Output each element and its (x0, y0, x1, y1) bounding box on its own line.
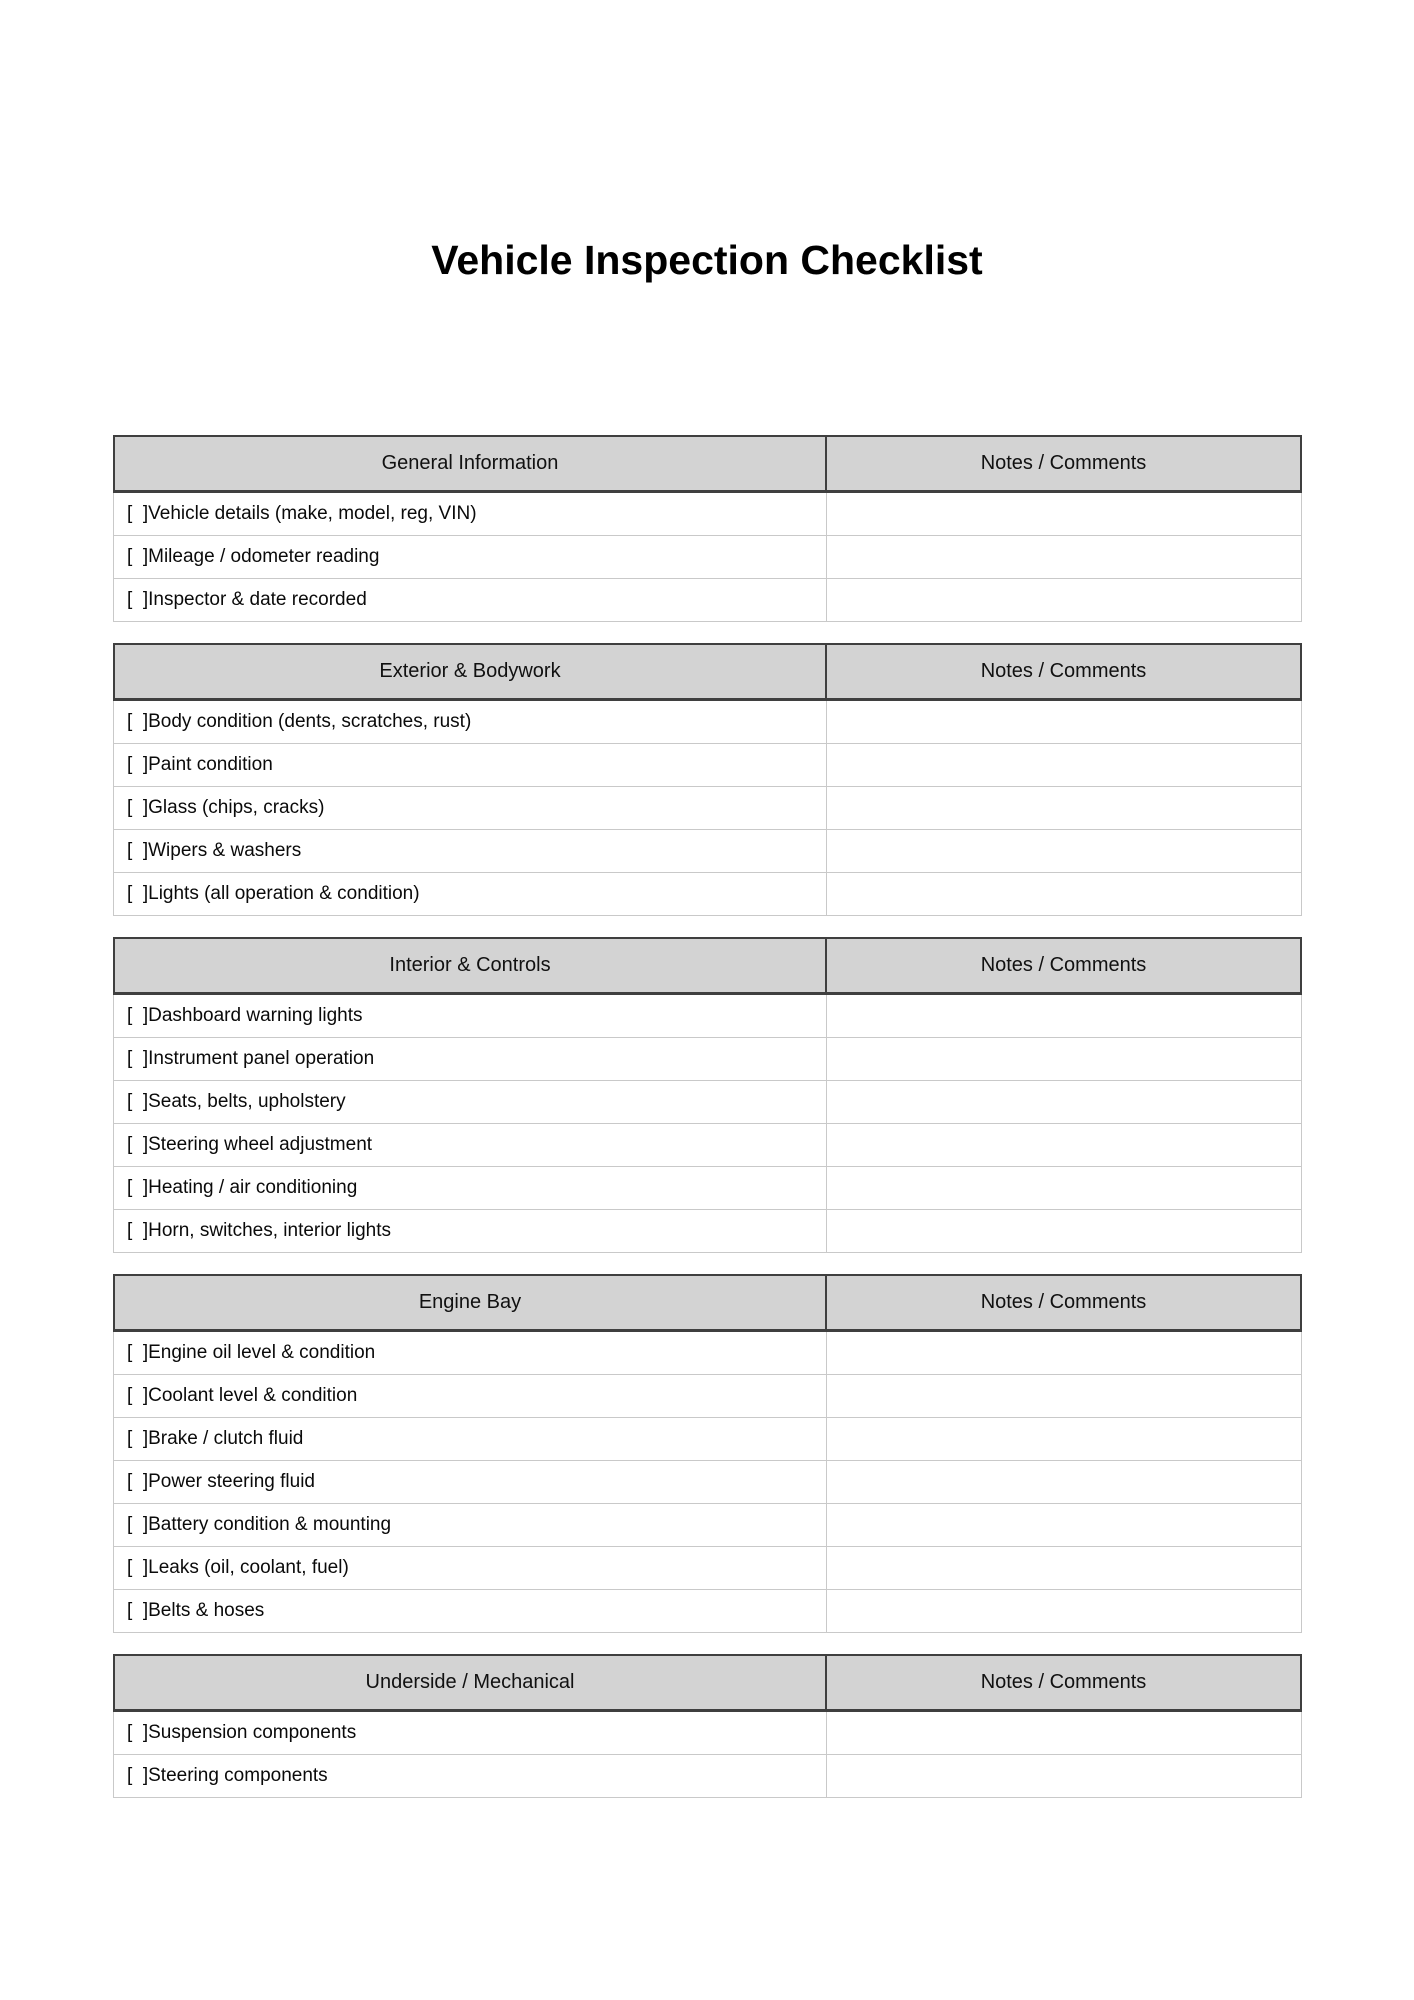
checkbox-brackets: [ ] (127, 754, 149, 775)
notes-cell (827, 830, 1301, 872)
checklist-row (114, 1038, 1301, 1081)
notes-cell (827, 873, 1301, 915)
notes-cell (827, 1167, 1301, 1209)
checklist-row (114, 744, 1301, 787)
section-general-information (113, 435, 1302, 622)
checkbox-brackets: [ ] (127, 1765, 149, 1786)
section-title: Engine Bay (115, 1276, 827, 1329)
checklist-row (114, 493, 1301, 536)
notes-cell (827, 493, 1301, 535)
section-header (113, 643, 1302, 701)
checkbox-brackets: [ ] (127, 797, 149, 818)
section-body (113, 701, 1302, 916)
checklist-row (114, 1504, 1301, 1547)
checkbox-brackets: [ ] (127, 1091, 149, 1112)
notes-cell (827, 1210, 1301, 1252)
section-engine-bay (113, 1274, 1302, 1633)
section-title: Interior & Controls (115, 939, 827, 992)
checklist-item-cell (114, 995, 827, 1037)
checklist-row (114, 1590, 1301, 1633)
checklist-item-label: Suspension components (148, 1722, 357, 1743)
section-underside-mechanical (113, 1654, 1302, 1798)
notes-cell (827, 701, 1301, 743)
checklist-item-cell (114, 787, 827, 829)
checklist-row (114, 830, 1301, 873)
section-body (113, 1332, 1302, 1633)
checklist-item-label: Dashboard warning lights (148, 1005, 363, 1026)
checkbox-brackets: [ ] (127, 1600, 149, 1621)
notes-header: Notes / Comments (980, 1671, 1147, 1693)
checklist-item-cell (114, 1418, 827, 1460)
notes-cell (827, 1332, 1301, 1374)
section-header (113, 1654, 1302, 1712)
checklist-row (114, 873, 1301, 916)
checklist-content (113, 435, 1302, 1819)
checklist-item-label: Instrument panel operation (148, 1048, 375, 1069)
checklist-item-label: Inspector & date recorded (148, 589, 367, 610)
checklist-item-label: Paint condition (148, 754, 273, 775)
section-header (113, 1274, 1302, 1332)
checklist-item-cell (114, 1712, 827, 1754)
checkbox-brackets: [ ] (127, 1134, 149, 1155)
section-title: Underside / Mechanical (115, 1656, 827, 1709)
checklist-item-label: Leaks (oil, coolant, fuel) (148, 1557, 349, 1578)
notes-cell (827, 1461, 1301, 1503)
checklist-row (114, 1210, 1301, 1253)
notes-cell (827, 1124, 1301, 1166)
checklist-item-label: Body condition (dents, scratches, rust) (148, 711, 472, 732)
checklist-row (114, 1375, 1301, 1418)
notes-cell (827, 1375, 1301, 1417)
checklist-row (114, 1081, 1301, 1124)
checklist-row (114, 1547, 1301, 1590)
notes-cell (827, 579, 1301, 621)
checkbox-brackets: [ ] (127, 1048, 149, 1069)
notes-cell (827, 1712, 1301, 1754)
checkbox-brackets: [ ] (127, 883, 149, 904)
notes-cell (827, 536, 1301, 578)
notes-cell (827, 1038, 1301, 1080)
checkbox-brackets: [ ] (127, 711, 149, 732)
checklist-item-cell (114, 579, 827, 621)
checklist-item-cell (114, 1547, 827, 1589)
checkbox-brackets: [ ] (127, 1342, 149, 1363)
section-title: Exterior & Bodywork (115, 645, 827, 698)
checklist-item-cell (114, 1332, 827, 1374)
notes-header: Notes / Comments (980, 660, 1147, 682)
section-title: General Information (115, 437, 827, 490)
notes-cell (827, 1755, 1301, 1797)
checklist-item-cell (114, 1081, 827, 1123)
notes-cell (827, 995, 1301, 1037)
checklist-item-label: Steering components (148, 1765, 328, 1786)
checklist-item-cell (114, 701, 827, 743)
checklist-item-label: Lights (all operation & condition) (148, 883, 420, 904)
checklist-item-cell (114, 1755, 827, 1797)
notes-header: Notes / Comments (980, 1291, 1147, 1313)
checklist-item-label: Mileage / odometer reading (148, 546, 380, 567)
checklist-item-cell (114, 1167, 827, 1209)
notes-header: Notes / Comments (980, 954, 1147, 976)
checklist-row (114, 1418, 1301, 1461)
notes-cell (827, 1590, 1301, 1632)
checkbox-brackets: [ ] (127, 1177, 149, 1198)
checklist-item-cell (114, 1375, 827, 1417)
checklist-item-label: Engine oil level & condition (148, 1342, 376, 1363)
checklist-item-cell (114, 1504, 827, 1546)
section-body (113, 1712, 1302, 1798)
checklist-item-cell (114, 1210, 827, 1252)
checklist-row (114, 579, 1301, 622)
checkbox-brackets: [ ] (127, 1514, 149, 1535)
checklist-item-label: Steering wheel adjustment (148, 1134, 373, 1155)
checklist-item-label: Belts & hoses (148, 1600, 265, 1621)
checklist-item-label: Vehicle details (make, model, reg, VIN) (148, 503, 477, 524)
checklist-row (114, 1461, 1301, 1504)
notes-cell (827, 744, 1301, 786)
checkbox-brackets: [ ] (127, 840, 149, 861)
section-body (113, 493, 1302, 622)
checklist-row (114, 1332, 1301, 1375)
checklist-row (114, 1712, 1301, 1755)
checkbox-brackets: [ ] (127, 503, 149, 524)
checkbox-brackets: [ ] (127, 546, 149, 567)
notes-cell (827, 1418, 1301, 1460)
checklist-item-cell (114, 744, 827, 786)
checklist-item-cell (114, 873, 827, 915)
checklist-item-cell (114, 1038, 827, 1080)
checklist-row (114, 995, 1301, 1038)
checkbox-brackets: [ ] (127, 1220, 149, 1241)
checklist-item-label: Coolant level & condition (148, 1385, 358, 1406)
notes-cell (827, 787, 1301, 829)
checkbox-brackets: [ ] (127, 1557, 149, 1578)
section-exterior-bodywork (113, 643, 1302, 916)
checklist-row (114, 536, 1301, 579)
checklist-item-cell (114, 830, 827, 872)
section-header (113, 937, 1302, 995)
checklist-item-label: Heating / air conditioning (148, 1177, 358, 1198)
checklist-item-label: Seats, belts, upholstery (148, 1091, 346, 1112)
checkbox-brackets: [ ] (127, 1722, 149, 1743)
checklist-row (114, 1124, 1301, 1167)
checklist-row (114, 787, 1301, 830)
checklist-item-label: Battery condition & mounting (148, 1514, 392, 1535)
checklist-row (114, 1167, 1301, 1210)
page-title: Vehicle Inspection Checklist (431, 237, 983, 283)
checklist-item-cell (114, 536, 827, 578)
checklist-item-label: Power steering fluid (148, 1471, 315, 1492)
checklist-item-label: Brake / clutch fluid (148, 1428, 304, 1449)
checklist-item-label: Horn, switches, interior lights (148, 1220, 391, 1241)
checkbox-brackets: [ ] (127, 589, 149, 610)
section-header (113, 435, 1302, 493)
section-interior-controls (113, 937, 1302, 1253)
checkbox-brackets: [ ] (127, 1385, 149, 1406)
checklist-item-cell (114, 493, 827, 535)
notes-header: Notes / Comments (980, 452, 1147, 474)
checkbox-brackets: [ ] (127, 1005, 149, 1026)
checkbox-brackets: [ ] (127, 1471, 149, 1492)
section-body (113, 995, 1302, 1253)
checklist-item-label: Wipers & washers (148, 840, 302, 861)
checklist-item-cell (114, 1124, 827, 1166)
checklist-row (114, 701, 1301, 744)
checklist-item-label: Glass (chips, cracks) (148, 797, 325, 818)
checklist-item-cell (114, 1590, 827, 1632)
notes-cell (827, 1081, 1301, 1123)
checklist-row (114, 1755, 1301, 1798)
notes-cell (827, 1547, 1301, 1589)
checklist-item-cell (114, 1461, 827, 1503)
checkbox-brackets: [ ] (127, 1428, 149, 1449)
notes-cell (827, 1504, 1301, 1546)
